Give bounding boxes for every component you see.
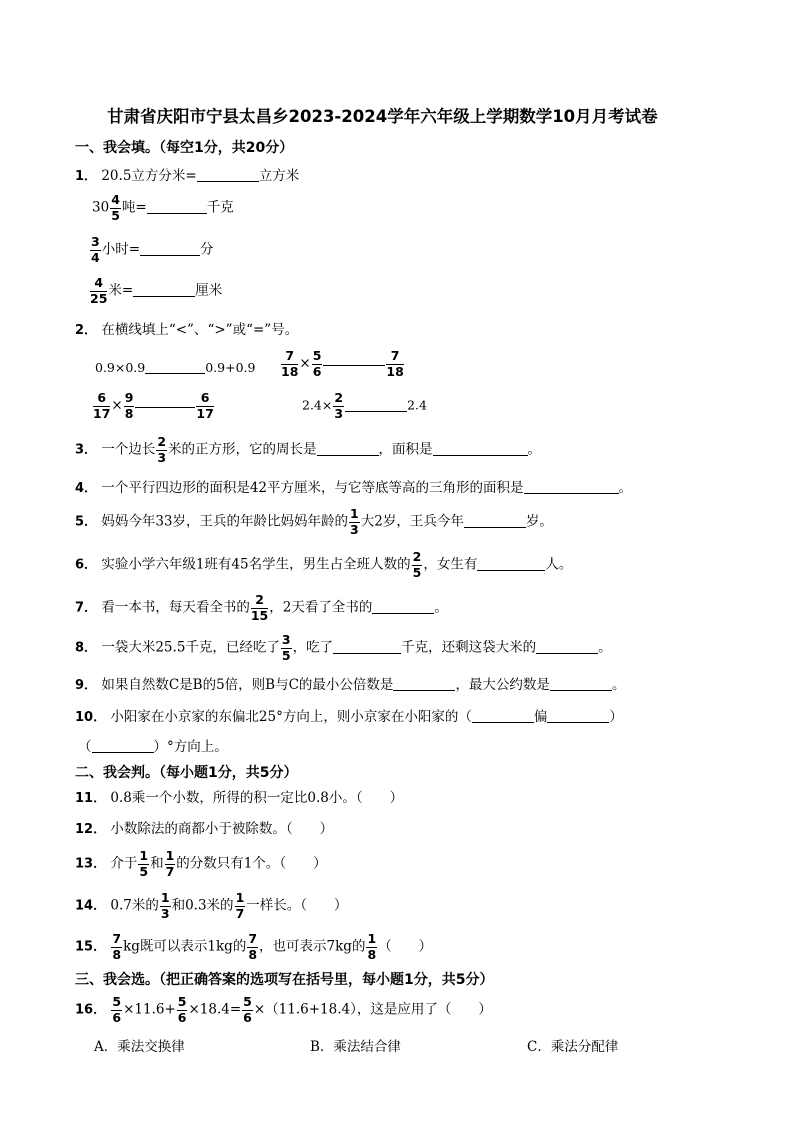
question-text: 一样长。（ ）: [246, 897, 348, 914]
question-2a: [95, 360, 255, 375]
question-text: 小时=: [101, 241, 141, 258]
question-text: ）°方向上。: [153, 739, 228, 755]
fraction: $\frac{1}{8}$: [367, 931, 377, 962]
answer-blank[interactable]: [135, 405, 195, 408]
question-1b: [92, 194, 234, 222]
question-text: 千克，还剩这袋大米的: [401, 639, 537, 656]
expression: 2.4×: [302, 397, 333, 413]
question-1c: [89, 236, 214, 264]
question-text: 在横线填上“<”、“>”或“=”号。: [101, 322, 299, 338]
question-number: 8．: [75, 640, 98, 656]
question-8: [75, 634, 612, 662]
question-text: 。: [598, 639, 612, 656]
expression: 2.4: [407, 397, 427, 413]
question-number: 13．: [75, 856, 107, 872]
question-text: ，女生有: [423, 556, 478, 573]
section-2-heading: 二、我会判。（每小题1分，共5分）: [75, 765, 298, 781]
question-text: 的分数只有1个。（ ）: [176, 855, 327, 872]
expression: 0.9×0.9: [95, 360, 146, 375]
question-text: ，面积是: [378, 441, 433, 458]
question-text: 一个平行四边形的面积是42平方厘米，与它等底等高的三角形的面积是: [101, 480, 524, 496]
question-number: 15．: [75, 939, 107, 955]
question-16: [75, 996, 492, 1024]
fraction: $\frac{4}{25}$: [90, 275, 108, 306]
question-text: ，最大公约数是: [455, 677, 550, 693]
question-text: ×11.6+: [123, 1001, 176, 1018]
question-text: 偏: [533, 709, 548, 725]
fraction: $\frac{2}{15}$: [250, 592, 269, 623]
fraction: $\frac{9}{8}$: [124, 390, 134, 421]
answer-blank[interactable]: [333, 640, 401, 654]
question-number: 5．: [75, 514, 98, 530]
option-a[interactable]: A．乘法交换律: [94, 1039, 185, 1055]
question-number: 16．: [75, 1002, 107, 1018]
fraction: $\frac{7}{8}$: [112, 931, 122, 962]
question-number: 11．: [75, 791, 107, 806]
question-text: 一袋大米25.5千克，已经吃了: [101, 639, 280, 656]
question-number: 3．: [75, 442, 98, 458]
question-text: 米=: [108, 282, 134, 299]
question-text: 如果自然数C是B的5倍，则B与C的最小公倍数是: [101, 677, 394, 693]
answer-blank[interactable]: [317, 442, 379, 456]
fraction: $\frac{5}{6}$: [112, 994, 122, 1025]
answer-blank[interactable]: [323, 363, 385, 366]
answer-blank[interactable]: [345, 398, 407, 412]
fraction: $\frac{3}{4}$: [91, 234, 100, 265]
fraction: $\frac{1}{5}$: [139, 848, 149, 879]
question-text: 米的正方形，它的周长是: [168, 441, 317, 458]
question-5: [75, 508, 553, 536]
expression: 0.9+0.9: [205, 360, 256, 375]
question-text: ，也可表示7kg的: [259, 938, 366, 955]
answer-blank[interactable]: [477, 557, 545, 571]
question-number: 14．: [75, 898, 107, 914]
fraction: $\frac{2}{5}$: [412, 549, 422, 580]
question-text: 分: [200, 241, 214, 258]
answer-blank[interactable]: [464, 514, 526, 528]
fraction: $\frac{7}{18}$: [386, 348, 404, 379]
fraction: $\frac{4}{5}$: [111, 192, 120, 223]
answer-blank[interactable]: [472, 709, 534, 723]
fraction: $\frac{7}{18}$: [281, 348, 299, 379]
fraction: $\frac{6}{17}$: [196, 390, 214, 421]
question-text: 。: [611, 677, 626, 693]
fraction: $\frac{1}{3}$: [160, 890, 170, 921]
question-text: 。: [618, 480, 633, 496]
question-number: 7．: [75, 600, 98, 616]
answer-blank[interactable]: [433, 442, 528, 456]
question-text: ×18.4=: [188, 1001, 242, 1018]
question-text: 。: [527, 441, 542, 458]
answer-blank[interactable]: [547, 709, 609, 723]
fraction: $\frac{1}{3}$: [350, 506, 359, 537]
question-text: 千克: [206, 199, 234, 216]
option-c[interactable]: C．乘法分配律: [527, 1039, 619, 1055]
question-text: 妈妈今年33岁，王兵的年龄比妈妈年龄的: [101, 513, 349, 530]
answer-blank[interactable]: [145, 360, 205, 374]
question-number: 1．: [75, 169, 98, 184]
question-number: 6．: [75, 557, 98, 573]
question-10-continued: [78, 739, 228, 755]
question-text: 吨=: [121, 199, 147, 216]
question-text: （ ）: [378, 938, 433, 955]
question-text: 20.5立方分米=: [101, 168, 197, 184]
section-3-heading: 三、我会选。（把正确答案的选项写在括号里，每小题1分，共5分）: [75, 972, 494, 988]
question-10: [75, 709, 623, 725]
question-1a: [75, 168, 299, 184]
question-number: 2．: [75, 323, 98, 338]
question-text: ×（11.6+18.4），这是应用了（ ）: [253, 1001, 492, 1018]
question-3: [75, 436, 541, 464]
question-text: 厘米: [195, 282, 223, 299]
question-13: [75, 850, 327, 878]
operator: ×: [111, 397, 123, 414]
question-number: 12．: [75, 822, 107, 837]
answer-blank[interactable]: [92, 739, 154, 753]
question-text: kg既可以表示1kg的: [123, 938, 247, 955]
question-text: 小数除法的商都小于被除数。（ ）: [110, 821, 334, 837]
question-text: 看一本书，每天看全书的: [101, 599, 250, 616]
question-text: 和0.3米的: [171, 897, 234, 914]
question-text: 人。: [545, 556, 573, 573]
fraction: $\frac{7}{8}$: [248, 931, 258, 962]
question-2: [75, 324, 298, 338]
question-14: [75, 892, 348, 920]
question-text: 0.8乘一个小数，所得的积一定比0.8小。（ ）: [110, 790, 404, 806]
fraction: $\frac{5}{6}$: [177, 994, 187, 1025]
answer-blank[interactable]: [550, 677, 612, 691]
question-text: 一个边长: [101, 441, 156, 458]
question-2b: [280, 350, 405, 378]
fraction: $\frac{5}{6}$: [312, 348, 322, 379]
question-text: 介于: [110, 855, 138, 872]
fraction: $\frac{2}{3}$: [157, 434, 167, 465]
question-11: [75, 792, 403, 806]
question-text: 。: [434, 599, 448, 616]
question-4: [75, 480, 632, 496]
answer-blank[interactable]: [197, 168, 259, 182]
answer-blank[interactable]: [393, 677, 455, 691]
fraction: $\frac{1}{7}$: [235, 890, 245, 921]
question-9: [75, 677, 625, 693]
question-2d: [302, 392, 427, 420]
question-number: 9．: [75, 678, 98, 693]
question-15: [75, 933, 432, 961]
question-text: ，2天看了全书的: [269, 599, 373, 616]
question-text: （: [78, 739, 92, 755]
fraction: $\frac{3}{5}$: [281, 632, 291, 663]
question-12: [75, 823, 333, 837]
answer-blank[interactable]: [140, 242, 200, 256]
answer-blank[interactable]: [524, 480, 619, 494]
answer-blank[interactable]: [147, 200, 207, 214]
section-1-heading: 一、我会填。（每空1分，共20分）: [75, 140, 294, 156]
answer-blank[interactable]: [536, 640, 598, 654]
question-text: 和: [150, 855, 164, 872]
fraction: $\frac{2}{3}$: [334, 390, 344, 421]
answer-blank[interactable]: [372, 600, 434, 614]
question-text: ，吃了: [292, 639, 334, 656]
whole-number: 30: [92, 199, 110, 216]
question-text: 大2岁，王兵今年: [360, 513, 464, 530]
option-b[interactable]: B．乘法结合律: [310, 1039, 401, 1055]
question-text: 立方米: [258, 168, 300, 184]
fraction: $\frac{5}{6}$: [243, 994, 252, 1025]
question-text: 小阳家在小京家的东偏北25°方向上，则小京家在小阳家的（: [110, 709, 472, 725]
fraction: $\frac{1}{7}$: [165, 848, 175, 879]
question-2c: [92, 392, 215, 420]
question-7: [75, 594, 448, 622]
question-text: 0.7米的: [110, 897, 159, 914]
answer-blank[interactable]: [133, 283, 195, 297]
question-text: 实验小学六年级1班有45名学生，男生占全班人数的: [101, 556, 411, 573]
page-title: 甘肃省庆阳市宁县太昌乡2023-2024学年六年级上学期数学10月月考试卷: [107, 107, 658, 126]
question-number: 4．: [75, 481, 98, 496]
question-text: ）: [609, 709, 623, 725]
question-number: 10．: [75, 710, 107, 725]
fraction: $\frac{6}{17}$: [93, 390, 111, 421]
question-1d: [89, 277, 222, 305]
operator: ×: [299, 355, 311, 372]
question-text: 岁。: [525, 513, 553, 530]
question-6: [75, 551, 572, 579]
